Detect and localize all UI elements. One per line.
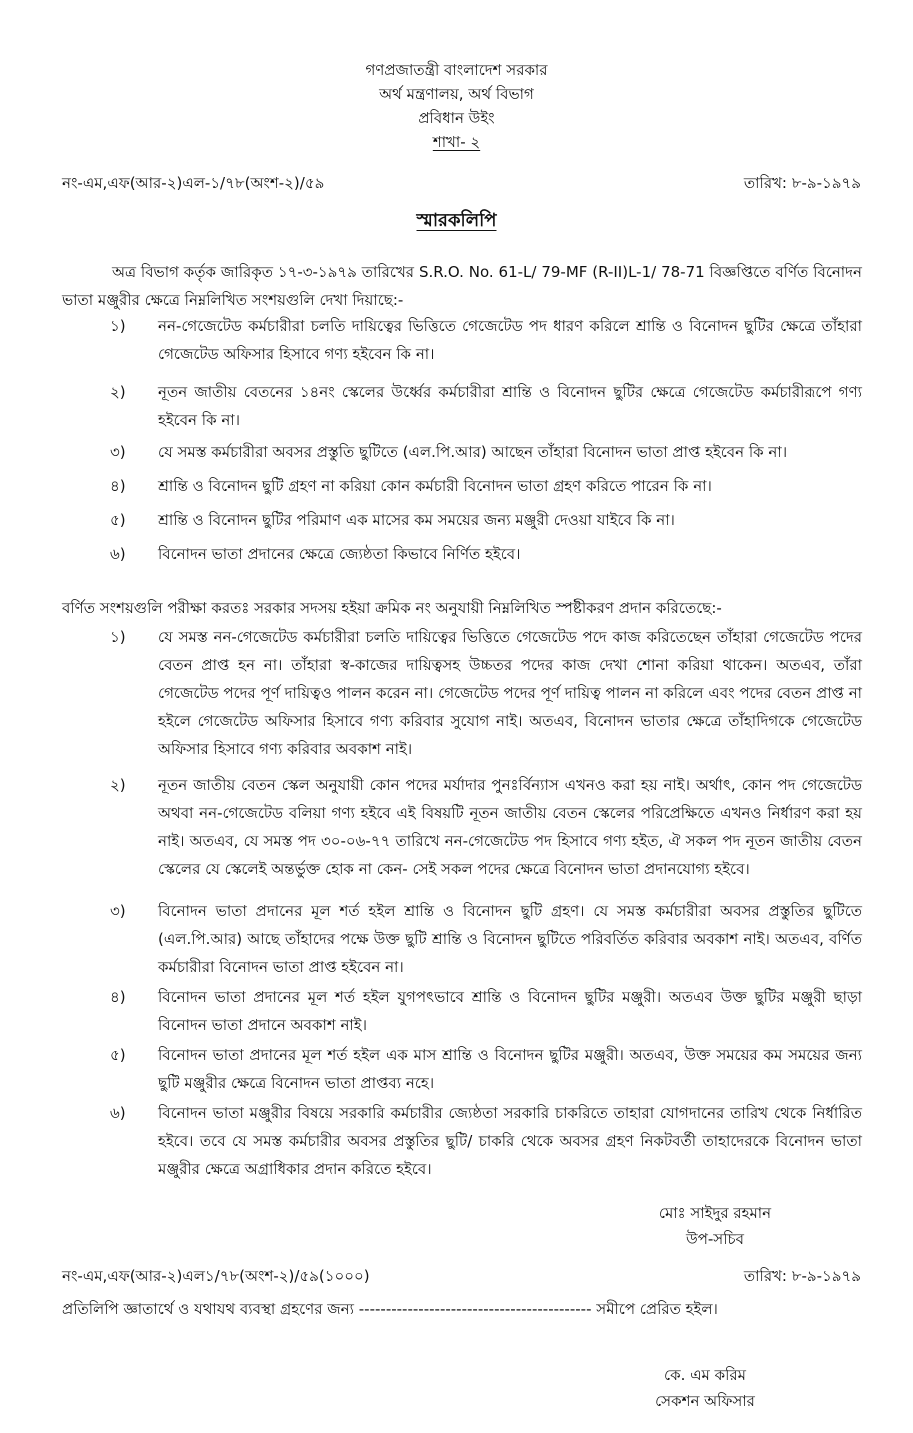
- answer-number: ৩): [110, 902, 126, 920]
- question-text: নূতন জাতীয় বেতনের ১৪নং স্কেলের উর্ধ্বের কর্মচারীরা শ্রান্তি ও বিনোদন ছুটির ক্ষেত্রে গেজেটেড কর্মচারীরূপে গণ্য হইবেন কি না।: [158, 383, 862, 429]
- header-block: [0, 58, 913, 154]
- question-number: ৪): [110, 477, 126, 495]
- question-number: ৫): [110, 511, 126, 529]
- question-item: [110, 472, 862, 500]
- answer-item: [110, 623, 862, 763]
- copy-memo-date: তারিখ: ৮-৯-১৯৭৯: [743, 1267, 861, 1285]
- copy-prefix: প্রতিলিপি জ্ঞাতার্থে ও যথাযথ ব্যবস্থা গ্রহণের জন্য: [62, 1300, 354, 1318]
- signatory-name: কে. এম করিম: [664, 1366, 746, 1384]
- question-item: [110, 312, 862, 368]
- answer-item: [110, 897, 862, 981]
- answer-number: ৬): [110, 1104, 126, 1122]
- answer-number: ৪): [110, 988, 126, 1006]
- answer-text: নূতন জাতীয় বেতন স্কেল অনুযায়ী কোন পদের মর্যাদার পুনঃর্বিন্যাস এখনও করা হয় নাই। অর্থাৎ, কোন পদ গেজেটেড অথবা নন-গেজেটেড বলিয়া গণ্য হইবে এই বিষয়টি নূতন জাতীয় বেতন স্কেলের পরিপ্রেক্ষিতে এখনও নির্ধারণ করা হয় নাই। অতএব, যে সমস্ত পদ ৩০-০৬-৭৭ তারিখে নন-গেজেটেড পদ হিসাবে গণ্য হইত, ঐ সকল পদ নূতন জাতীয় বেতন স্কেলের যে স্কেলেই অন্তর্ভুক্ত হোক না কেন- সেই সকল পদের ক্ষেত্রে বিনোদন ভাতা প্রদানযোগ্য হইবে।: [158, 776, 862, 878]
- answer-item: [110, 1041, 862, 1097]
- answer-text: বিনোদন ভাতা প্রদানের মূল শর্ত হইল যুগপৎভাবে শ্রান্তি ও বিনোদন ছুটির মঞ্জুরী। অতএব উক্ত ছুটির মঞ্জুরী ছাড়া বিনোদন ভাতা প্রদানে অবকাশ নাই।: [158, 988, 862, 1034]
- question-number: ৩): [110, 443, 126, 461]
- question-text: শ্রান্তি ও বিনোদন ছুটির পরিমাণ এক মাসের কম সময়ের জন্য মঞ্জুরী দেওয়া যাইবে কি না।: [158, 511, 675, 529]
- signatory-name: মোঃ সাইদুর রহমান: [658, 1204, 772, 1222]
- branch-name: শাখা- ২: [432, 133, 481, 151]
- memo-number: নং-এম,এফ(আর-২)এল-১/৭৮(অংশ-২)/৫৯: [62, 174, 325, 192]
- copy-suffix: সমীপে প্রেরিত হইল।: [596, 1300, 718, 1318]
- signature-block-section-officer: [590, 1362, 820, 1414]
- answer-text: যে সমস্ত নন-গেজেটেড কর্মচারীরা চলতি দায়িত্বের ভিত্তিতে গেজেটেড পদে কাজ করিতেছেন তাঁহারা গেজেটেড পদের বেতন প্রাপ্ত হন না। তাঁহারা স্ব-কাজের দায়িত্বসহ উচ্চতর পদের কাজ দেখা শোনা করিয়া থাকেন। অতএব, তাঁরা গেজেটেড পদের পূর্ণ দায়িত্বও পালন করেন না। গেজেটেড পদের পূর্ণ দায়িত্ব পালন না করিলে এবং পদের বেতন প্রাপ্ত না হইলে গেজেটেড অফিসার হিসাবে গণ্য করিবার সুযোগ নাই। অতএব, বিনোদন ভাতার ক্ষেত্রে তাঁহাদিগকে গেজেটেড অফিসার হিসাবে গণ্য করিবার অবকাশ নাই।: [158, 628, 862, 758]
- question-number: ৬): [110, 545, 126, 563]
- answer-text: বিনোদন ভাতা প্রদানের মূল শর্ত হইল শ্রান্তি ও বিনোদন ছুটি গ্রহণ। যে সমস্ত কর্মচারীরা অবসর প্রস্তুতির ছুটিতে (এল.পি.আর) আছে তাঁহাদের পক্ষে উক্ত ছুটি শ্রান্তি ও বিনোদন ছুটিতে পরিবর্তিত করিবার অবকাশ নাই। অতএব, বর্ণিত কর্মচারীরা বিনোদন ভাতা প্রাপ্ত হইবেন না।: [158, 902, 862, 976]
- signature-block-deputy-secretary: [600, 1200, 830, 1252]
- govt-name: গণপ্রজাতন্ত্রী বাংলাদেশ সরকার: [365, 61, 548, 79]
- recipient-blank: -------------------------------------------: [358, 1300, 592, 1318]
- answer-number: ৫): [110, 1046, 126, 1064]
- question-text: শ্রান্তি ও বিনোদন ছুটি গ্রহণ না করিয়া কোন কর্মচারী বিনোদন ভাতা গ্রহণ করিতে পারেন কি না।: [158, 477, 712, 495]
- signatory-designation: উপ-সচিব: [686, 1230, 744, 1248]
- copy-distribution-line: [62, 1298, 718, 1323]
- question-item: [110, 506, 862, 534]
- answer-number: ২): [110, 776, 126, 794]
- intro-paragraph: অত্র বিভাগ কর্তৃক জারিকৃত ১৭-৩-১৯৭৯ তারিখের S.R.O. No. 61-L/ 79-MF (R-II)L-1/ 78-71 বিজ্ঞপ্তিতে বর্ণিত বিনোদন ভাতা মঞ্জুরীর ক্ষেত্রে নিম্নলিখিত সংশয়গুলি দেখা দিয়াছে:-: [62, 263, 862, 309]
- memo-date: তারিখ: ৮-৯-১৯৭৯: [743, 174, 861, 192]
- question-number: ২): [110, 383, 126, 401]
- answer-item: [110, 1099, 862, 1183]
- answer-item: [110, 983, 862, 1039]
- question-item: [110, 438, 862, 466]
- copy-memo-number: নং-এম,এফ(আর-২)এল১/৭৮(অংশ-২)/৫৯(১০০০): [62, 1267, 370, 1285]
- answer-number: ১): [110, 628, 126, 646]
- question-item: [110, 378, 862, 434]
- answer-text: বিনোদন ভাতা মঞ্জুরীর বিষয়ে সরকারি কর্মচারীর জ্যেষ্ঠতা সরকারি চাকরিতে তাহারা যোগদানের তারিখ থেকে নির্ধারিত হইবে। তবে যে সমস্ত কর্মচারীর অবসর প্রস্তুতির ছুটি/ চাকরি থেকে অবসর গ্রহণ নিকটবর্তী তাহাদেরকে বিনোদন ভাতা মঞ্জুরীর ক্ষেত্রে অগ্রাধিকার প্রদান করিতে হইবে।: [158, 1104, 862, 1178]
- question-text: নন-গেজেটেড কর্মচারীরা চলতি দায়িত্বের ভিত্তিতে গেজেটেড পদ ধারণ করিলে শ্রান্তি ও বিনোদন ছুটির ক্ষেত্রে তাঁহারা গেজেটেড অফিসার হিসাবে গণ্য হইবেন কি না।: [158, 317, 862, 363]
- signatory-designation: সেকশন অফিসার: [655, 1392, 755, 1410]
- answer-text: বিনোদন ভাতা প্রদানের মূল শর্ত হইল এক মাস শ্রান্তি ও বিনোদন ছুটির মঞ্জুরী। অতএব, উক্ত সময়ের কম সময়ের জন্য ছুটি মঞ্জুরীর ক্ষেত্রে বিনোদন ভাতা প্রাপ্তব্য নহে।: [158, 1046, 862, 1092]
- question-text: বিনোদন ভাতা প্রদানের ক্ষেত্রে জ্যেষ্ঠতা কিভাবে নির্ণিত হইবে।: [158, 545, 521, 563]
- clarification-intro: বর্ণিত সংশয়গুলি পরীক্ষা করতঃ সরকার সদসয় হইয়া ক্রমিক নং অনুযায়ী নিম্নলিখিত স্পষ্টীকরণ প্রদান করিতেছে:-: [62, 599, 722, 617]
- document-title: স্মারকলিপি: [416, 210, 497, 231]
- question-number: ১): [110, 317, 126, 335]
- question-text: যে সমস্ত কর্মচারীরা অবসর প্রস্তুতি ছুটিতে (এল.পি.আর) আছেন তাঁহারা বিনোদন ভাতা প্রাপ্ত হইবেন কি না।: [158, 443, 788, 461]
- ministry-name: অর্থ মন্ত্রণালয়, অর্থ বিভাগ: [379, 85, 534, 103]
- answer-item: [110, 771, 862, 883]
- question-item: [110, 540, 862, 568]
- wing-name: প্রবিধান উইং: [418, 109, 495, 127]
